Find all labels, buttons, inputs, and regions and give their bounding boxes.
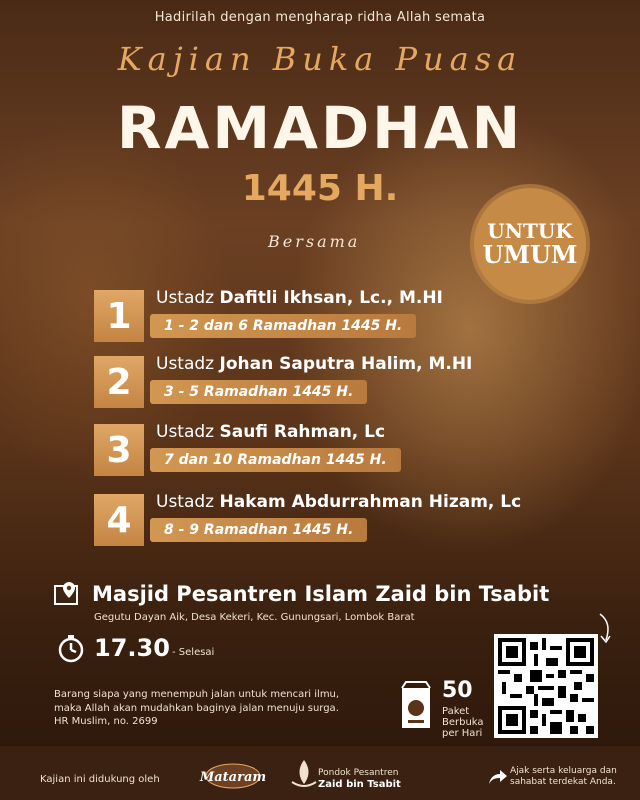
food-bag-icon: [398, 680, 434, 732]
start-time: 17.30: [94, 634, 170, 662]
speaker-prefix: Ustadz: [156, 422, 215, 442]
speaker-dates: 8 - 9 Ramadhan 1445 H.: [150, 518, 367, 542]
mataram-logo: [199, 754, 267, 792]
clock-icon: [56, 634, 86, 664]
paket-label: Paket Berbuka per Hari: [442, 706, 484, 739]
public-badge: [474, 188, 586, 300]
badge-line2: UMUM: [482, 239, 578, 269]
venue-address: Gegutu Dayan Aik, Desa Kekeri, Kec. Gunungsari, Lombok Barat: [94, 612, 415, 623]
speaker-name-line: [156, 288, 443, 308]
supported-by-label: Kajian ini didukung oleh: [40, 774, 160, 785]
speaker-name-line: [156, 354, 472, 374]
venue-name: Masjid Pesantren Islam Zaid bin Tsabit: [92, 582, 550, 606]
main-title: RAMADHAN: [116, 94, 524, 162]
speaker-number: 4: [94, 494, 144, 546]
speaker-name-line: [156, 492, 521, 512]
speaker-number: 2: [94, 356, 144, 408]
speaker-number: 1: [94, 290, 144, 342]
speaker-prefix: Ustadz: [156, 354, 215, 374]
speaker-number: 3: [94, 424, 144, 476]
paket-count: 50: [442, 678, 473, 703]
share-arrow-icon: [488, 768, 508, 786]
event-script-title: Kajian Buka Puasa: [117, 40, 523, 78]
pesantren-logo-line1: Pondok Pesantren: [318, 768, 399, 778]
invitation-line: Hadirilah dengan mengharap ridha Allah semata: [154, 10, 486, 25]
speaker-name: Hakam Abdurrahman Hizam, Lc: [219, 492, 522, 512]
speaker-dates: 1 - 2 dan 6 Ramadhan 1445 H.: [150, 314, 416, 338]
speaker-name-line: [156, 422, 385, 442]
with-label: Bersama: [268, 232, 361, 251]
speaker-dates: 7 dan 10 Ramadhan 1445 H.: [150, 448, 401, 472]
speaker-name: Dafitli Ikhsan, Lc., M.HI: [219, 288, 443, 308]
qr-code-icon: [498, 638, 594, 734]
pesantren-logo-line2: Zaid bin Tsabit: [318, 779, 401, 790]
speaker-prefix: Ustadz: [156, 492, 215, 512]
hadith-text: Barang siapa yang menempuh jalan untuk mencari ilmu, maka Allah akan mudahkan baginya jalan menuju surga.: [54, 689, 340, 714]
speaker-name: Johan Saputra Halim, M.HI: [219, 354, 473, 374]
end-time: - Selesai: [172, 647, 215, 658]
mataram-logo-text: Mataram: [199, 770, 267, 785]
speaker-prefix: Ustadz: [156, 288, 215, 308]
year-label: 1445 H.: [241, 168, 399, 209]
qr-code[interactable]: [494, 634, 598, 738]
speaker-dates: 3 - 5 Ramadhan 1445 H.: [150, 380, 367, 404]
pesantren-logo-icon: [290, 758, 318, 792]
share-text: Ajak serta keluarga dan sahabat terdekat Anda.: [510, 766, 617, 787]
hadith-source: HR Muslim, no. 2699: [54, 716, 158, 727]
badge-line1: UNTUK: [487, 218, 573, 243]
map-pin-icon: [54, 580, 80, 606]
speaker-name: Saufi Rahman, Lc: [219, 422, 386, 442]
